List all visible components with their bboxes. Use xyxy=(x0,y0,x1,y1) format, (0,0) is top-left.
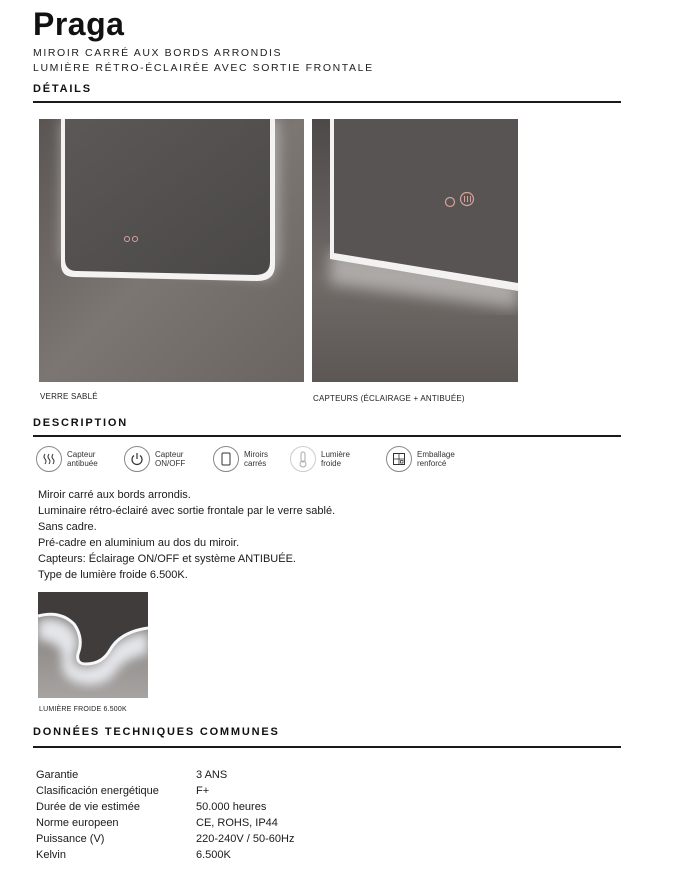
spec-label-kelvin: Kelvin xyxy=(36,849,66,861)
description-heading: DESCRIPTION xyxy=(33,417,128,429)
cold-light-caption: LUMIÈRE FROIDE 6.500K xyxy=(39,706,127,713)
antifog-icon xyxy=(36,446,62,472)
power-icon xyxy=(124,446,150,472)
package-icon xyxy=(386,446,412,472)
spec-label-norm: Norme europeen xyxy=(36,817,119,829)
spec-label-lifetime: Durée de vie estimée xyxy=(36,801,140,813)
sandblasted-glass-photo xyxy=(39,119,304,382)
sensors-caption: CAPTEURS (ÉCLAIRAGE + ANTIBUÉE) xyxy=(313,394,465,403)
spec-value-warranty: 3 ANS xyxy=(196,769,228,781)
spec-value-lifetime: 50.000 heures xyxy=(196,801,267,813)
sandblasted-glass-caption: VERRE SABLÉ xyxy=(40,392,98,401)
spec-label-power: Puissance (V) xyxy=(36,833,105,845)
specs-divider xyxy=(33,746,621,748)
spec-value-power: 220-240V / 50-60Hz xyxy=(196,833,295,845)
description-line: Miroir carré aux bords arrondis. xyxy=(38,489,191,501)
spec-label-warranty: Garantie xyxy=(36,769,79,781)
square-mirror-icon xyxy=(213,446,239,472)
spec-value-energy-class: F+ xyxy=(196,785,210,797)
feature-cold-light: Lumière froide xyxy=(290,446,371,472)
description-divider xyxy=(33,435,621,437)
feature-on-off: Capteur ON/OFF xyxy=(124,446,205,472)
feature-antifog: Capteur antibuée xyxy=(36,446,117,472)
sensors-photo xyxy=(312,119,518,382)
details-heading: DÉTAILS xyxy=(33,83,92,95)
description-line: Sans cadre. xyxy=(38,521,97,533)
description-line: Pré-cadre en aluminium au dos du miroir. xyxy=(38,537,240,549)
spec-value-norm: CE, ROHS, IP44 xyxy=(196,817,278,829)
description-line: Type de lumière froide 6.500K. xyxy=(38,569,188,581)
cold-light-photo xyxy=(38,592,148,698)
specs-heading: DONNÉES TECHNIQUES COMMUNES xyxy=(33,726,280,738)
description-line: Capteurs: Éclairage ON/OFF et système ANTIBUÉE. xyxy=(38,553,296,565)
feature-square-mirrors: Miroirs carrés xyxy=(213,446,294,472)
description-line: Luminaire rétro-éclairé avec sortie frontale par le verre sablé. xyxy=(38,505,336,517)
page-title: Praga xyxy=(33,6,125,42)
description-text xyxy=(38,487,335,583)
feature-reinforced-packaging: Emballage renforcé xyxy=(386,446,477,472)
subtitle-line-1: MIROIR CARRÉ AUX BORDS ARRONDIS xyxy=(33,47,283,59)
details-divider xyxy=(33,101,621,103)
spec-label-energy-class: Clasificación energétique xyxy=(36,785,159,797)
spec-value-kelvin: 6.500K xyxy=(196,849,231,861)
subtitle-line-2: LUMIÈRE RÉTRO-ÉCLAIRÉE AVEC SORTIE FRONTALE xyxy=(33,62,374,74)
thermometer-icon xyxy=(290,446,316,472)
